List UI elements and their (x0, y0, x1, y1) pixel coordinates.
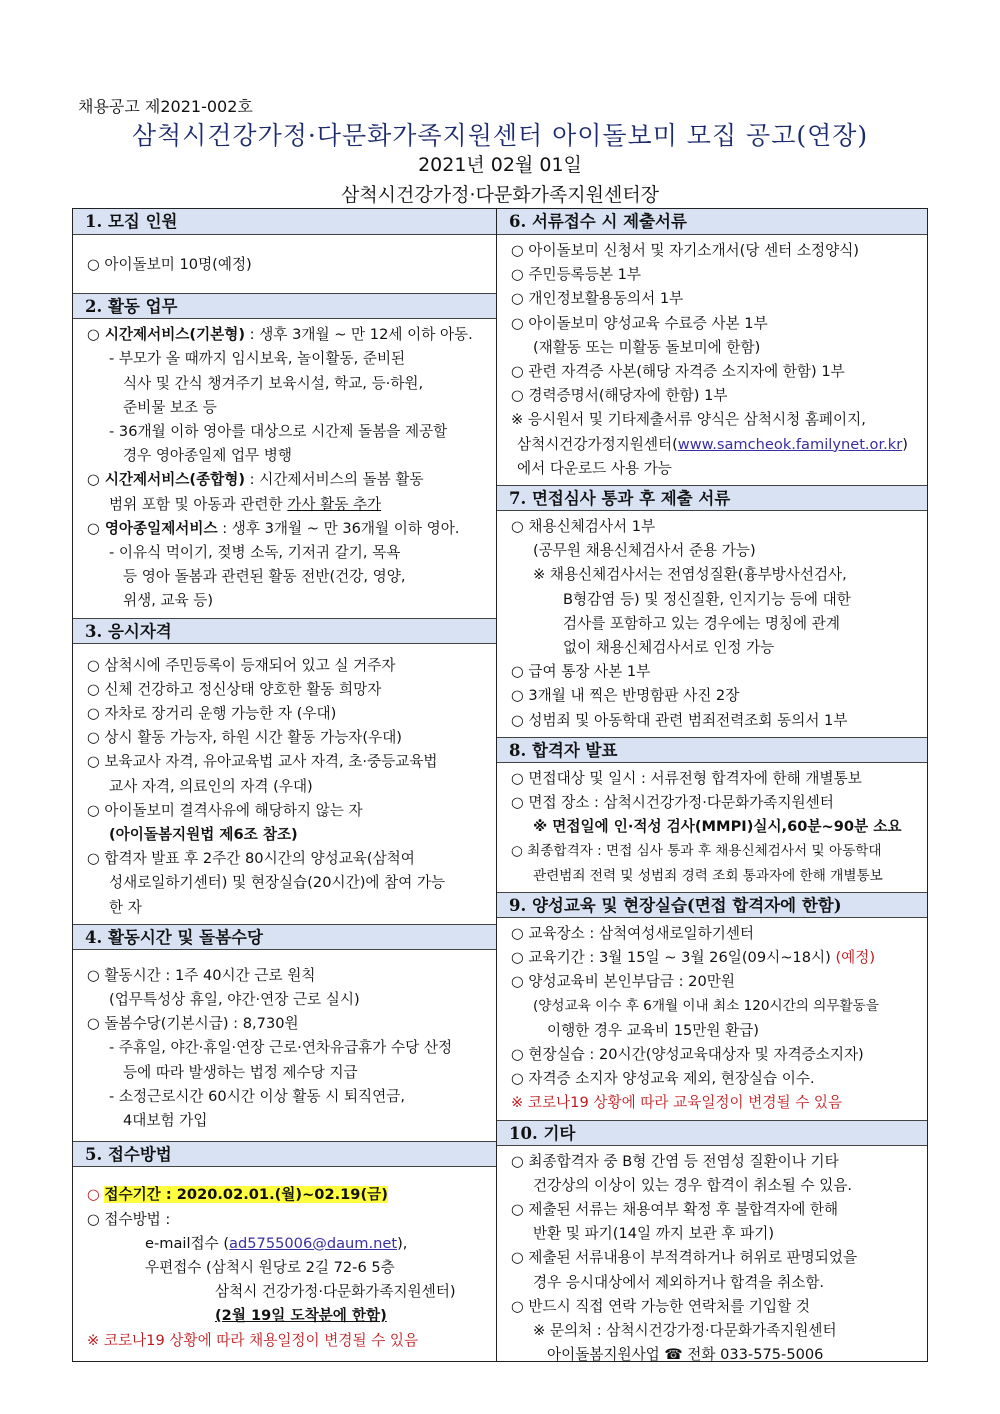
section-5 (73, 1141, 496, 1356)
list-item: (양성교육 이수 후 6개월 이내 최소 120시간의 의무활동을 (533, 998, 879, 1015)
list-item: 한 자 (109, 898, 142, 916)
section-title: 8. 합격자 발표 (497, 737, 927, 763)
list-item: ○ 양성교육비 본인부담금 : 20만원 (511, 973, 735, 991)
list-item: ※ 채용신체검사서는 전염성질환(흉부방사선검사, (533, 566, 847, 584)
list-item: 삼척시 건강가정·다문화가족지원센터) (215, 1283, 456, 1301)
list-item: ○ 성범죄 및 아동학대 관련 범죄전력조회 동의서 1부 (511, 711, 848, 729)
list-item: 경우 영아종일제 업무 병행 (123, 447, 292, 465)
section-title: 2. 활동 업무 (73, 293, 496, 319)
list-item: ○ 상시 활동 가능자, 하원 시간 활동 가능자(우대) (87, 729, 402, 747)
list-item: - 소정근로시간 60시간 이상 활동 시 퇴직연금, (109, 1087, 405, 1105)
section-3 (73, 618, 496, 924)
list-item: 이행한 경우 교육비 15만원 환급) (547, 1021, 759, 1039)
list-item: ○ 제출된 서류내용이 부적격하거나 허위로 판명되었을 (511, 1249, 858, 1267)
section-8 (497, 737, 927, 892)
list-item: (공무원 채용신체검사서 준용 가능) (533, 542, 756, 560)
warning-note: ※ 코로나19 상황에 따라 교육일정이 변경될 수 있음 (511, 1094, 843, 1112)
section-title: 7. 면접심사 통과 후 제출 서류 (497, 485, 927, 511)
list-item: ○ 보육교사 자격, 유아교육법 교사 자격, 초·중등교육법 (87, 753, 438, 771)
right-column (497, 209, 927, 1364)
list-item: 삼척시건강가정지원센터(www.samcheok.familynet.or.kr) (517, 435, 908, 453)
list-item: - 부모가 올 때까지 임시보육, 놀이활동, 준비된 (109, 350, 406, 368)
list-item: ○ 영아종일제서비스 : 생후 3개월 ~ 만 36개월 이하 영아. (87, 519, 460, 537)
list-item: ○ 최종합격자 : 면접 심사 통과 후 채용신체검사서 및 아동학대 (511, 843, 882, 860)
list-item: B형감염 등) 및 정신질환, 인지기능 등에 대한 (563, 590, 851, 608)
page-title: 삼척시건강가정·다문화가족지원센터 아이돌보미 모집 공고(연장) (131, 121, 869, 150)
list-item: ○ 아이돌보미 10명(예정) (87, 256, 252, 273)
list-item: - 36개월 이하 영아를 대상으로 시간제 돌봄을 제공할 (109, 423, 448, 441)
list-item: 성새로일하기센터) 및 현장실습(20시간)에 참여 가능 (109, 874, 446, 892)
section-title: 5. 접수방법 (73, 1141, 496, 1167)
section-title: 9. 양성교육 및 현장실습(면접 합격자에 한함) (497, 892, 927, 918)
list-item: ○ 자격증 소지자 양성교육 제외, 현장실습 이수. (511, 1070, 815, 1088)
notice-table (72, 208, 928, 1362)
list-item: ○ 3개월 내 찍은 반명함판 사진 2장 (511, 687, 740, 705)
issuer-org: 삼척시건강가정·다문화가족지원센터장 (340, 184, 660, 206)
list-item: (아이돌봄지원법 제6조 참조) (109, 826, 298, 844)
list-item: 관련범죄 전력 및 성범죄 경력 조회 통과자에 한해 개별통보 (533, 867, 883, 884)
section-title: 1. 모집 인원 (73, 209, 496, 235)
list-item: ※ 면접일에 인·적성 검사(MMPI)실시,60분~90분 소요 (533, 818, 902, 836)
list-item: ○ 자차로 장거리 운행 가능한 자 (우대) (87, 705, 337, 723)
section-6 (497, 209, 927, 485)
list-item: (2월 19일 도착분에 한함) (215, 1307, 387, 1325)
notice-date: 2021년 02월 01일 (418, 154, 582, 176)
list-item: 등 영아 돌봄과 관련된 활동 전반(건강, 영양, (123, 568, 406, 586)
application-period: 접수기간 : 2020.02.01.(월)~02.19(금) (104, 1186, 388, 1204)
left-column (73, 209, 497, 1361)
list-item: 위생, 교육 등) (123, 592, 214, 610)
list-item: 4대보험 가입 (123, 1112, 208, 1130)
list-item: ○ 급여 통장 사본 1부 (511, 663, 651, 681)
list-item: ○ 교육장소 : 삼척여성새로일하기센터 (511, 924, 755, 942)
list-item: - 주휴일, 야간·휴일·연장 근로·연차유급휴가 수당 산정 (109, 1039, 453, 1057)
list-item: ○ 최종합격자 중 B형 간염 등 전염성 질환이나 기타 (511, 1152, 839, 1170)
list-item: ○ 접수기간 : 2020.02.01.(월)~02.19(금) (87, 1186, 388, 1204)
list-item: ○ 주민등록등본 1부 (511, 266, 641, 284)
section-9 (497, 892, 927, 1120)
list-item: ○ 삼척시에 주민등록이 등재되어 있고 실 거주자 (87, 656, 396, 674)
list-item: ○ 경력증명서(해당자에 한함) 1부 (511, 387, 728, 405)
list-item: 경우 응시대상에서 제외하거나 합격을 취소함. (533, 1273, 825, 1291)
section-1 (73, 209, 496, 293)
section-title: 3. 응시자격 (73, 618, 496, 644)
notice-number: 채용공고 제2021-002호 (78, 97, 253, 116)
list-item: ○ 시간제서비스(종합형) : 시간제서비스의 돌봄 활동 (87, 471, 424, 489)
section-title: 4. 활동시간 및 돌봄수당 (73, 924, 496, 950)
website-link[interactable]: www.samcheok.familynet.or.kr (677, 435, 903, 453)
section-4 (73, 924, 496, 1141)
list-item: 에서 다운로드 사용 가능 (517, 459, 672, 477)
list-item: ○ 활동시간 : 1주 40시간 근로 원칙 (87, 966, 316, 984)
list-item: ○ 교육기간 : 3월 15일 ~ 3월 26일(09시~18시) (예정) (511, 949, 876, 967)
list-item: 반환 및 파기(14일 까지 보관 후 파기) (533, 1225, 775, 1243)
list-item: ※ 응시원서 및 기타제출서류 양식은 삼척시청 홈페이지, (511, 411, 866, 429)
list-item: (업무특성상 휴일, 야간·연장 근로 실시) (109, 991, 360, 1009)
list-item: 교사 자격, 의료인의 자격 (우대) (109, 777, 313, 795)
list-item: ○ 면접 장소 : 삼척시건강가정·다문화가족지원센터 (511, 794, 834, 812)
email-link[interactable]: ad5755006@daum.net (229, 1234, 398, 1252)
list-item: ○ 돌봄수당(기본시급) : 8,730원 (87, 1015, 299, 1033)
contact-info: 아이돌봄지원사업 ☎ 전화 033-575-5006 (547, 1346, 824, 1364)
list-item: ○ 시간제서비스(기본형) : 생후 3개월 ~ 만 12세 이하 아동. (87, 326, 473, 344)
section-title: 10. 기타 (497, 1120, 927, 1146)
list-item: ○ 아이돌보미 결격사유에 해당하지 않는 자 (87, 801, 363, 819)
section-10 (497, 1120, 927, 1372)
list-item: ○ 반드시 직접 연락 가능한 연락처를 기입할 것 (511, 1297, 810, 1315)
list-item: ○ 아이돌보미 신청서 및 자기소개서(당 센터 소정양식) (511, 242, 860, 259)
list-item: 검사를 포함하고 있는 경우에는 명칭에 관계 (563, 614, 840, 632)
list-item: 범위 포함 및 아동과 관련한 가사 활동 추가 (109, 495, 382, 513)
list-item: 없이 채용신체검사서로 인정 가능 (563, 639, 775, 657)
list-item: ○ 제출된 서류는 채용여부 확정 후 불합격자에 한해 (511, 1200, 839, 1218)
list-item: 식사 및 간식 챙겨주기 보육시설, 학교, 등·하원, (123, 374, 424, 392)
warning-note: ※ 코로나19 상황에 따라 채용일정이 변경될 수 있음 (87, 1331, 419, 1349)
list-item: ○ 개인정보활용동의서 1부 (511, 290, 684, 308)
list-item: ○ 채용신체검사서 1부 (511, 518, 656, 536)
list-item: 준비물 보조 등 (123, 398, 217, 416)
list-item: 건강상의 이상이 있는 경우 합격이 취소될 수 있음. (533, 1176, 853, 1194)
list-item: 우편접수 (삼척시 원당로 2길 72-6 5층 (145, 1258, 395, 1276)
section-title: 6. 서류접수 시 제출서류 (497, 209, 927, 235)
list-item: ○ 면접대상 및 일시 : 서류전형 합격자에 한해 개별통보 (511, 769, 862, 787)
list-item: ※ 문의처 : 삼척시건강가정·다문화가족지원센터 (533, 1321, 837, 1339)
section-2 (73, 293, 496, 617)
list-item: ○ 합격자 발표 후 2주간 80시간의 양성교육(삼척여 (87, 850, 415, 868)
list-item: ○ 관련 자격증 사본(해당 자격증 소지자에 한함) 1부 (511, 363, 845, 381)
list-item: ○ 현장실습 : 20시간(양성교육대상자 및 자격증소지자) (511, 1045, 864, 1063)
list-item: (재활동 또는 미활동 돌보미에 한함) (533, 338, 761, 356)
section-7 (497, 485, 927, 737)
list-item: e-mail접수 (ad5755006@daum.net), (145, 1234, 408, 1252)
list-item: ○ 접수방법 : (87, 1210, 171, 1228)
list-item: ○ 아이돌보미 양성교육 수료증 사본 1부 (511, 314, 768, 332)
list-item: ○ 신체 건강하고 정신상태 양호한 활동 희망자 (87, 680, 382, 698)
list-item: - 이유식 먹이기, 젖병 소독, 기저귀 갈기, 목욕 (109, 544, 401, 562)
list-item: 등에 따라 발생하는 법정 제수당 지급 (123, 1063, 358, 1081)
